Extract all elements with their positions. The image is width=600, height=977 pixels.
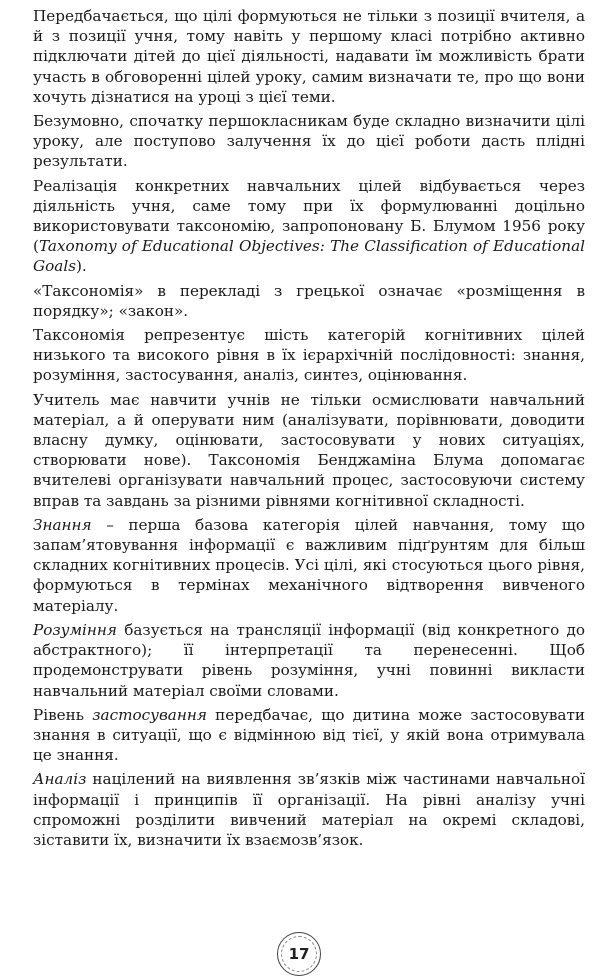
paragraph-text: Реалізація конкретних навчальних цілей відбувається через діяльність учня, саме тому при їх формулюванні доцільно використовувати таксономію, запропоновану Б. Блумом 1956 року ( bbox=[33, 176, 585, 256]
paragraph-text: передбачає, що дитина може застосовувати знання в ситуації, що є відмінною від тієї, у якій вона отримувала це знання. bbox=[33, 705, 585, 765]
paragraph-4 bbox=[33, 281, 585, 321]
paragraph-10 bbox=[33, 769, 585, 850]
paragraph-text: Передбачається, що цілі формуються не тільки з позиції вчителя, а й з позиції учня, тому навіть у першому класі потрібно активно підключати дітей до цієї діяльності, надавати їм можливість брати участь в обговоренні цілей уроку, самим визначати те, про що вони хочуть дізнатися на уроці з цієї теми. bbox=[33, 7, 585, 106]
paragraph-7 bbox=[33, 515, 585, 616]
paragraph-text: «Таксономія» в перекладі з грецької означає «розміщення в порядку»; «закон». bbox=[33, 281, 585, 320]
term-italic: Знання bbox=[33, 515, 92, 534]
paragraph-2 bbox=[33, 111, 585, 172]
paragraph-text: – перша базова категорія цілей навчання, тому що запам’ятовування інформації є важливим підґрунтям для більш складних когнітивних процесів. Усі цілі, які стосуються цього рівня, формуються в термінах механічного відтворення вивченого матеріалу. bbox=[33, 515, 585, 615]
book-title-italic: Taxonomy of Educational Objectives: The Classification of Educational Goals bbox=[33, 237, 585, 276]
paragraph-1 bbox=[33, 6, 585, 107]
paragraph-text: Учитель має навчити учнів не тільки осмислювати навчальний матеріал, а й оперувати ним (аналізувати, порівнювати, доводити власну думку, оцінювати, застосовувати у нових ситуаціях, створювати нове). Таксономія Бенджаміна Блума допомагає вчителеві організувати навчальний процес, застосовуючи систему вправ та завдань за різними рівнями когнітивної складності. bbox=[33, 390, 585, 510]
paragraph-3 bbox=[33, 176, 585, 277]
term-italic: Розуміння bbox=[33, 620, 117, 639]
paragraph-5 bbox=[33, 325, 585, 386]
page-number: 17 bbox=[288, 945, 310, 963]
page-number-badge bbox=[277, 932, 321, 976]
paragraph-text: Таксономія репрезентує шість категорій когнітивних цілей низького та високого рівня в їх ієрархічній послідовності: знання, розуміння, застосування, аналіз, синтез, оцінювання. bbox=[33, 326, 585, 385]
paragraph-6 bbox=[33, 390, 585, 511]
paragraph-text: Рівень bbox=[33, 705, 93, 724]
term-italic: застосування bbox=[92, 705, 207, 724]
paragraph-text: націлений на виявлення зв’язків між частинами навчальної інформації і принципів її організації. На рівні аналізу учні спроможні розділити вивчений матеріал на окремі складові, зіставити їх, визначити їх взаємозв’язок. bbox=[33, 770, 585, 849]
page-footer bbox=[0, 930, 600, 977]
term-italic: Аналіз bbox=[33, 770, 87, 789]
paragraph-text: базується на трансляції інформації (від конкретного до абстрактного); її інтерпретації та перенесенні. Щоб продемонструвати рівень розуміння, учні повинні викласти навчальний матеріал своїми словами. bbox=[33, 620, 585, 700]
paragraph-text: ). bbox=[75, 257, 87, 276]
page-body bbox=[33, 6, 585, 936]
paragraph-9 bbox=[33, 705, 585, 766]
paragraph-8 bbox=[33, 620, 585, 701]
paragraph-text: Безумовно, спочатку першокласникам буде складно визначити цілі уроку, але поступово залучення їх до цієї роботи дасть плідні результати. bbox=[33, 112, 585, 171]
